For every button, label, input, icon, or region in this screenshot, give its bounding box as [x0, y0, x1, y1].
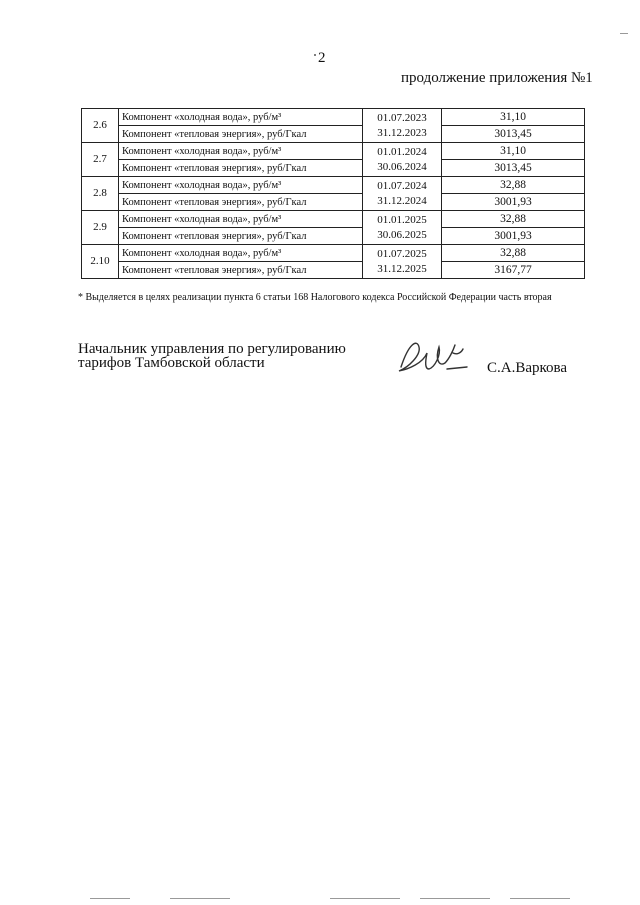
component-cold-water: Компонент «холодная вода», руб/м³	[119, 245, 363, 262]
page-dot	[314, 54, 316, 56]
table-row	[82, 126, 585, 143]
value-cold-water: 32,88	[442, 211, 585, 228]
date-from: 01.07.2025	[377, 247, 427, 260]
table-row	[82, 245, 585, 262]
date-to: 31.12.2024	[377, 194, 427, 207]
table-row	[82, 160, 585, 177]
component-heat-energy: Компонент «тепловая энергия», руб/Гкал	[119, 262, 363, 279]
appendix-continuation-note: продолжение приложения №1	[401, 70, 593, 86]
component-cold-water: Компонент «холодная вода», руб/м³	[119, 211, 363, 228]
row-number: 2.7	[82, 143, 119, 177]
row-number: 2.10	[82, 245, 119, 279]
period-cell	[363, 245, 442, 279]
date-from: 01.01.2025	[377, 213, 427, 226]
value-cold-water: 32,88	[442, 245, 585, 262]
date-from: 01.07.2024	[377, 179, 427, 192]
row-number: 2.9	[82, 211, 119, 245]
value-cold-water: 32,88	[442, 177, 585, 194]
value-heat-energy: 3013,45	[442, 126, 585, 143]
table-row	[82, 211, 585, 228]
footnote: * Выделяется в целях реализации пункта 6 статьи 168 Налогового кодекса Российской Федерации часть вторая	[78, 292, 552, 303]
scan-artifact	[330, 898, 400, 899]
row-number: 2.6	[82, 109, 119, 143]
date-to: 30.06.2025	[377, 228, 427, 241]
table-row	[82, 228, 585, 245]
value-heat-energy: 3013,45	[442, 160, 585, 177]
table-row	[82, 143, 585, 160]
table-row	[82, 194, 585, 211]
table-row	[82, 109, 585, 126]
scan-artifact	[90, 898, 130, 899]
component-heat-energy: Компонент «тепловая энергия», руб/Гкал	[119, 228, 363, 245]
period-cell	[363, 143, 442, 177]
component-cold-water: Компонент «холодная вода», руб/м³	[119, 143, 363, 160]
signatory-title	[78, 342, 378, 370]
date-from: 01.01.2024	[377, 145, 427, 158]
row-number: 2.8	[82, 177, 119, 211]
signatory-name: С.А.Варкова	[487, 360, 568, 376]
scan-artifact	[170, 898, 230, 899]
period-cell	[363, 109, 442, 143]
component-cold-water: Компонент «холодная вода», руб/м³	[119, 109, 363, 126]
component-heat-energy: Компонент «тепловая энергия», руб/Гкал	[119, 126, 363, 143]
value-cold-water: 31,10	[442, 143, 585, 160]
scan-artifact	[420, 898, 490, 899]
table-row	[82, 262, 585, 279]
date-from: 01.07.2023	[377, 111, 427, 124]
value-heat-energy: 3167,77	[442, 262, 585, 279]
page-number: 2	[318, 50, 326, 66]
value-cold-water: 31,10	[442, 109, 585, 126]
scan-artifact	[510, 898, 570, 899]
period-cell	[363, 177, 442, 211]
component-heat-energy: Компонент «тепловая энергия», руб/Гкал	[119, 194, 363, 211]
component-cold-water: Компонент «холодная вода», руб/м³	[119, 177, 363, 194]
scan-artifact	[620, 33, 628, 34]
date-to: 31.12.2023	[377, 126, 427, 139]
signatory-title-line-1: Начальник управления по регулированию	[78, 341, 346, 357]
tariff-table	[81, 108, 585, 279]
value-heat-energy: 3001,93	[442, 194, 585, 211]
date-to: 31.12.2025	[377, 262, 427, 275]
handwritten-signature	[395, 333, 475, 378]
table-row	[82, 177, 585, 194]
date-to: 30.06.2024	[377, 160, 427, 173]
value-heat-energy: 3001,93	[442, 228, 585, 245]
component-heat-energy: Компонент «тепловая энергия», руб/Гкал	[119, 160, 363, 177]
signatory-title-line-2: тарифов Тамбовской области	[78, 355, 265, 371]
period-cell	[363, 211, 442, 245]
